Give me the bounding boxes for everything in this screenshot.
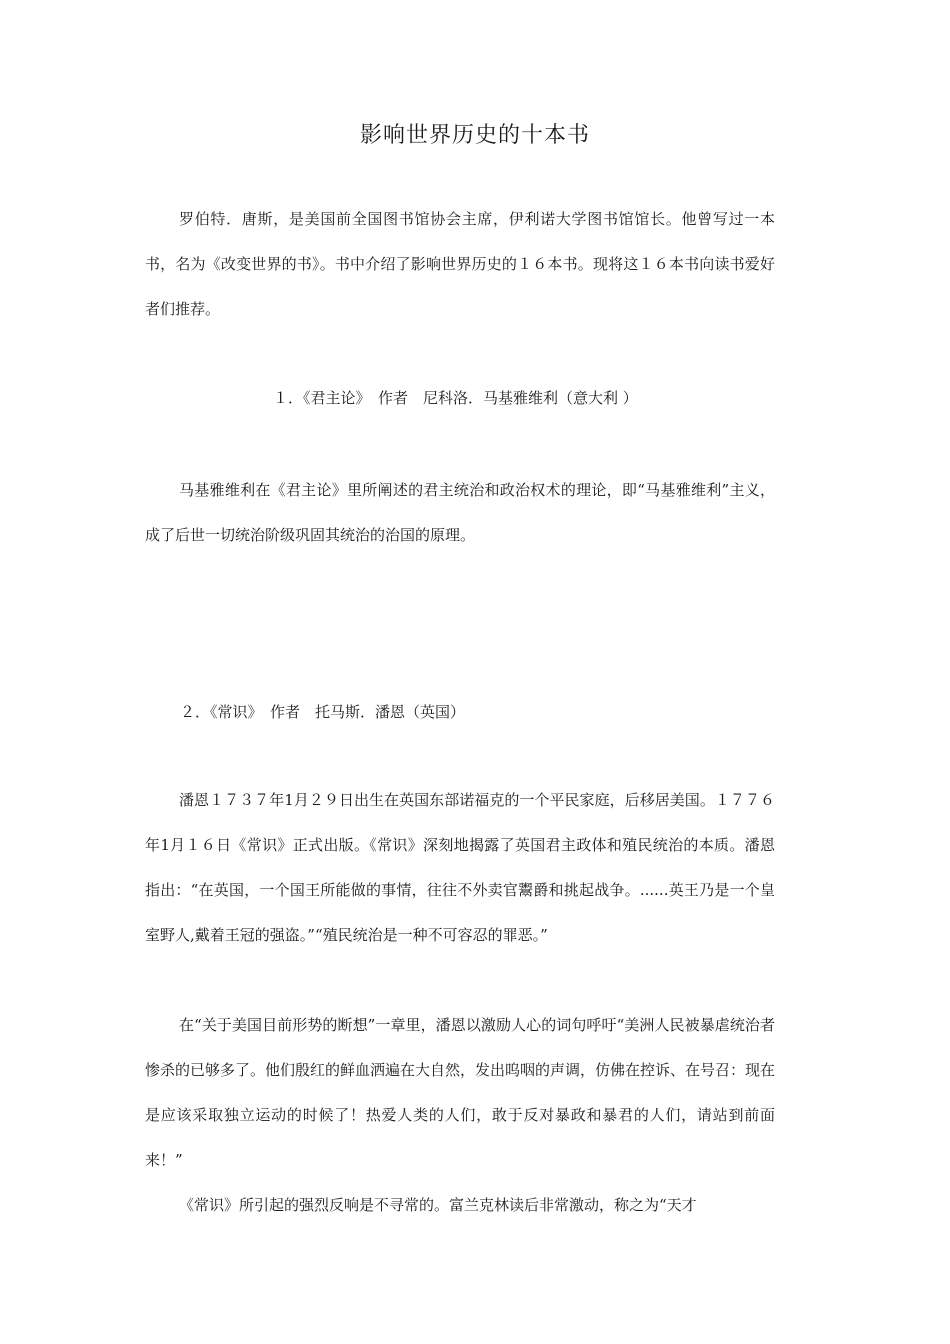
document-title: 影响世界历史的十本书 — [359, 123, 590, 148]
book-2-heading: ２．《常识》 作者 托马斯．潘恩（英国） — [180, 703, 466, 721]
intro-paragraph: 罗伯特．唐斯，是美国前全国图书馆协会主席，伊利诺大学图书馆馆长。他曾写过一本书，名为《改变世界的书》。书中介绍了影响世界历史的１６本书。现将这１６本书向读书爱好者们推荐。 — [145, 210, 775, 318]
book-1-heading: １．《君主论》 作者 尼科洛．马基雅维利（意大利 ） — [273, 389, 638, 407]
book-2-paragraph-3: 《常识》所引起的强烈反响是不寻常的。富兰克林读后非常激动，称之为“天才 — [179, 1196, 697, 1214]
book-2-paragraph-2: 在“关于美国目前形势的断想”一章里，潘恩以激励人心的词句呼吁“美洲人民被暴虐统治者惨杀的已够多了。他们殷红的鲜血洒遍在大自然，发出呜咽的声调，仿佛在控诉、在号召：现在是应该采取独立运动的时候了！热爱人类的人们，敢于反对暴政和暴君的人们，请站到前面来！” — [145, 1016, 776, 1169]
book-1-paragraph: 马基雅维利在《君主论》里所阐述的君主统治和政治权术的理论，即“马基雅维利”主义，成了后世一切统治阶级巩固其统治的治国的原理。 — [145, 481, 775, 544]
book-2-paragraph-1: 潘恩１７３７年1月２９日出生在英国东部诺福克的一个平民家庭，后移居美国。１７７６年1月１６日《常识》正式出版。《常识》深刻地揭露了英国君主政体和殖民统治的本质。潘恩指出：“在英国，一个国王所能做的事情，往往不外卖官鬻爵和挑起战争。......英王乃是一个皇室野人,戴着王冠的强盗。”“殖民统治是一种不可容忍的罪恶。” — [145, 791, 775, 944]
